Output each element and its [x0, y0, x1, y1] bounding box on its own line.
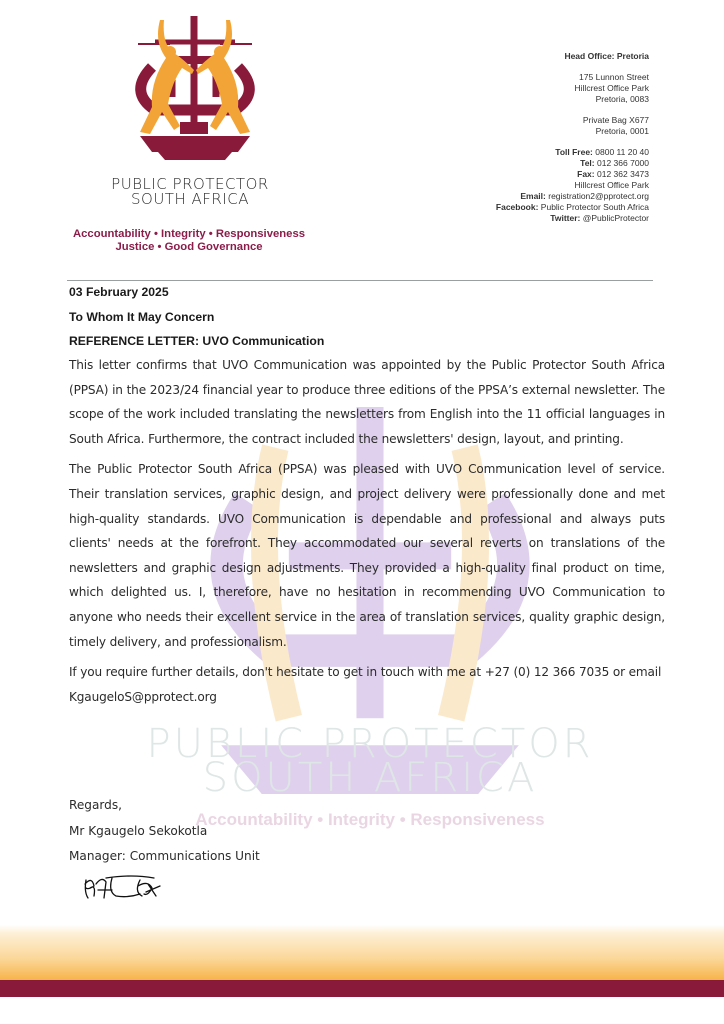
motto-line1: Accountability • Integrity • Responsiveness [72, 228, 306, 240]
closing-regards: Regards, [69, 798, 122, 812]
email-label: Email: [520, 191, 546, 201]
org-name-line1: PUBLIC PROTECTOR [111, 175, 269, 193]
tel-number: 012 366 7000 [597, 158, 649, 168]
twitter-line [496, 213, 649, 224]
letter-paragraph: This letter confirms that UVO Communication was appointed by the Public Protector South Africa (PPSA) in the 2023/24 financial year to produce three editions of the PPSA’s external newsletter. The scope of the work included translating the newsletters from English into the 11 official languages in South Africa. Furthermore, the contract included the newsletters' design, layout, and printing. [69, 358, 665, 446]
fax-line [496, 169, 649, 180]
contact-details [496, 51, 649, 224]
address-line: Hillcrest Office Park [574, 83, 649, 93]
signatory-title: Manager: Communications Unit [69, 849, 260, 863]
letter-paragraph: If you require further details, don't hesitate to get in touch with me at +27 (0) 12 366 7035 or email KgaugeloS@pprotect.org [69, 665, 662, 704]
header-divider [67, 280, 653, 281]
tel-line [496, 158, 649, 169]
address-line: Pretoria, 0001 [595, 126, 649, 136]
org-name-line2: SOUTH AFRICA [131, 190, 249, 208]
organization-name [110, 177, 270, 207]
fax-label: Fax: [577, 169, 595, 179]
letter-body [69, 284, 665, 709]
postal-address [496, 115, 649, 137]
ppsa-emblem-icon [110, 12, 280, 172]
toll-free-label: Toll Free: [555, 147, 593, 157]
email-line [496, 191, 649, 202]
organization-motto [60, 228, 318, 254]
letter-salutation: To Whom It May Concern [69, 310, 215, 324]
letter-closing [69, 793, 260, 870]
signatory-name: Mr Kgaugelo Sekokotla [69, 823, 208, 838]
tel-label: Tel: [580, 158, 595, 168]
email-link[interactable]: registration2@pprotect.org [548, 191, 649, 201]
facebook-label: Facebook: [495, 202, 539, 212]
toll-free-line [496, 147, 649, 158]
signature-icon [82, 872, 166, 902]
address-line: Pretoria, 0083 [595, 94, 649, 104]
street-address [496, 72, 649, 105]
office-title: Head Office: Pretoria [564, 51, 649, 61]
footer-gradient-band [0, 925, 724, 980]
toll-free-number: 0800 11 20 40 [595, 147, 649, 157]
watermark-org-name [140, 721, 600, 801]
letter-paragraph: The Public Protector South Africa (PPSA) was pleased with UVO Communication level of service. Their translation services, graphic design, and project delivery were professionally done and met high-quality standards. UVO Communication is dependable and professional and always puts clients' needs at the forefront. They accommodated our several reverts on translations of the newsletters and graphic design adjustments. They provided a high-quality final product on time, which delighted us. I, therefore, have no hesitation in recommending UVO Communication to anyone who needs their excellent service in the area of translation services, quality graphic design, timely delivery, and professionalism. [69, 462, 665, 649]
watermark-name-line1: PUBLIC PROTECTOR [146, 721, 594, 767]
letter-subject: REFERENCE LETTER: UVO Communication [69, 334, 325, 348]
facebook-line [496, 202, 649, 213]
footer-maroon-bar [0, 980, 724, 997]
twitter-link[interactable]: @PublicProtector [582, 213, 649, 223]
office-park: Hillcrest Office Park [574, 180, 649, 190]
watermark-name-line2: SOUTH AFRICA [202, 755, 538, 801]
address-line: Private Bag X677 [582, 115, 649, 125]
watermark-motto: Accountability • Integrity • Responsiveness [195, 810, 545, 829]
fax-number: 012 362 3473 [597, 169, 649, 179]
facebook-link[interactable]: Public Protector South Africa [540, 202, 649, 212]
letter-date: 03 February 2025 [69, 285, 169, 299]
motto-line2: Justice • Good Governance [115, 241, 263, 253]
address-line: 175 Lunnon Street [579, 72, 649, 82]
twitter-label: Twitter: [550, 213, 581, 223]
